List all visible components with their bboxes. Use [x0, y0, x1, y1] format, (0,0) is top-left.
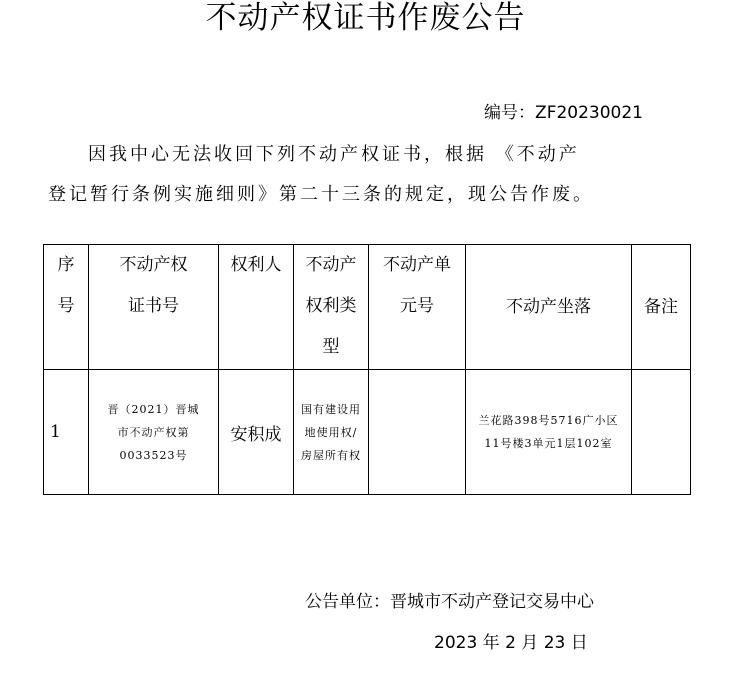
header-unit-no: 不动产单元号 — [369, 245, 466, 370]
header-remarks: 备注 — [632, 245, 691, 370]
header-cert-no: 不动产权证书号 — [89, 245, 219, 370]
header-seq: 序号 — [44, 245, 89, 370]
table-header-row — [44, 245, 691, 370]
cell-owner: 安积成 — [219, 370, 294, 495]
notice-paragraph-line-1: 因我中心无法收回下列不动产权证书，根据 《不动产 — [88, 144, 580, 165]
cell-cert-no: 晋（2021）晋城市不动产权第0033523号 — [89, 370, 219, 495]
issuer-line: 公告单位：晋城市不动产登记交易中心 — [305, 592, 594, 612]
date-line: 2023 年 2 月 23 日 — [434, 633, 588, 653]
cell-location: 兰花路398号5716广小区11号楼3单元1层102室 — [466, 370, 632, 495]
header-location: 不动产坐落 — [466, 245, 632, 370]
cell-seq: 1 — [44, 370, 89, 495]
void-certificate-table — [43, 244, 691, 495]
cell-remarks — [632, 370, 691, 495]
cell-unit-no — [369, 370, 466, 495]
header-right-type: 不动产权利类型 — [294, 245, 369, 370]
document-number: 编号：ZF20230021 — [484, 103, 643, 123]
notice-paragraph-line-2: 登记暂行条例实施细则》第二十三条的规定，现公告作废。 — [48, 184, 594, 205]
cell-right-type: 国有建设用地使用权/房屋所有权 — [294, 370, 369, 495]
table-row — [44, 370, 691, 495]
page-title: 不动产权证书作废公告 — [205, 0, 526, 36]
header-owner: 权利人 — [219, 245, 294, 370]
